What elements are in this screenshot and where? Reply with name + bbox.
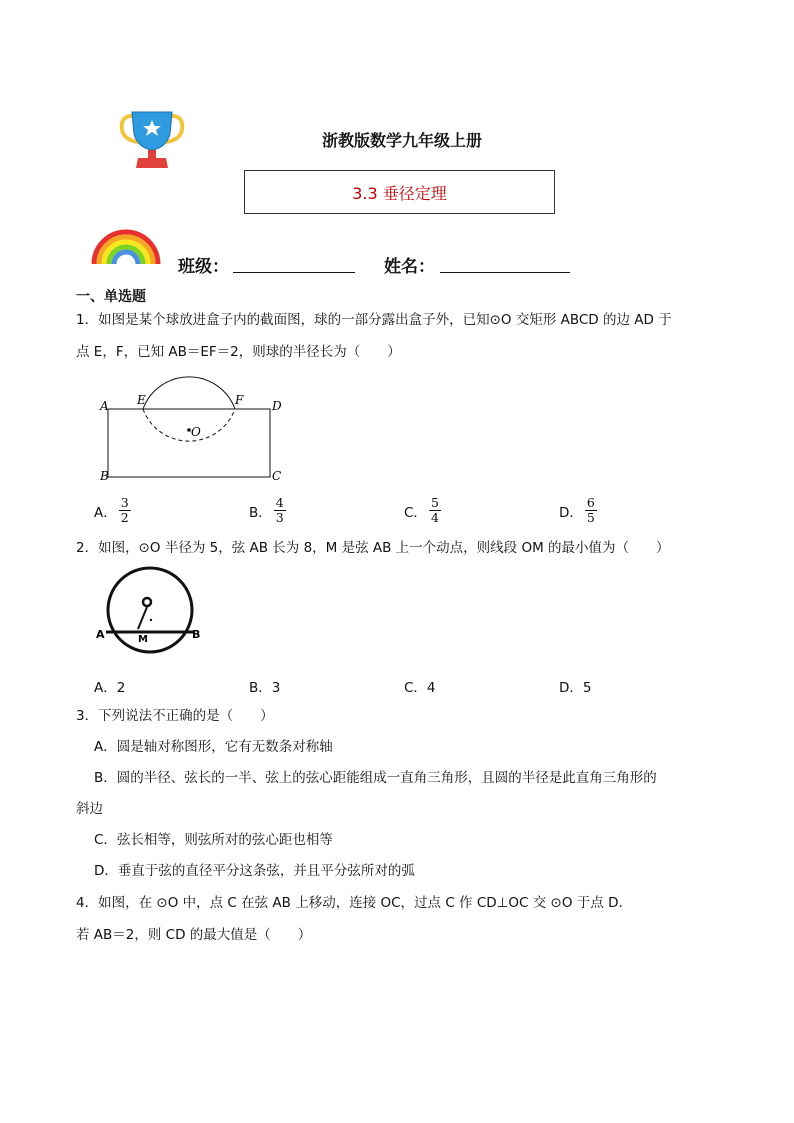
q2-option-b[interactable]: B．3: [249, 680, 281, 696]
label-d: D: [272, 399, 282, 413]
label-e: E: [137, 393, 146, 407]
name-blank[interactable]: [440, 272, 570, 273]
label-m: M: [138, 634, 148, 645]
question-1-line-2: 点 E，F，已知 AB＝EF＝2，则球的半径长为（ ）: [76, 344, 401, 360]
q1-option-b[interactable]: B． $\frac{4}{3}$: [249, 495, 284, 525]
question-3-line-1: 3．下列说法不正确的是（ ）: [76, 708, 274, 724]
question-1-figure: [92, 372, 292, 488]
lesson-title: 3.3 垂径定理: [352, 183, 447, 203]
label-f: F: [235, 393, 244, 407]
q3-option-c[interactable]: C．弦长相等，则弦所对的弦心距也相等: [94, 832, 333, 848]
q3-option-b-line-2: 斜边: [76, 801, 103, 817]
q1-option-c[interactable]: C． $\frac{5}{4}$: [404, 495, 439, 525]
question-2-line-1: 2．如图，⊙O 半径为 5，弦 AB 长为 8，M 是弦 AB 上一个动点，则线段 OM 的最小值为（ ）: [76, 540, 670, 556]
q3-option-d[interactable]: D．垂直于弦的直径平分这条弦，并且平分弦所对的弧: [94, 863, 415, 879]
q1-option-a[interactable]: A． $\frac{3}{2}$: [94, 495, 129, 525]
name-label: 姓名：: [384, 257, 435, 277]
question-2-figure: [94, 564, 206, 656]
class-label: 班级：: [178, 257, 229, 277]
label-a: A: [96, 628, 105, 641]
q2-option-c[interactable]: C．4: [404, 680, 436, 696]
q2-option-a[interactable]: A．2: [94, 680, 126, 696]
q3-option-a[interactable]: A．圆是轴对称图形，它有无数条对称轴: [94, 739, 333, 755]
label-c: C: [272, 469, 282, 483]
rainbow-icon: [90, 226, 162, 266]
question-4-line-2: 若 AB＝2，则 CD 的最大值是（ ）: [76, 927, 312, 943]
q3-option-b-line-1[interactable]: B．圆的半径、弦长的一半、弦上的弦心距能组成一直角三角形，且圆的半径是此直角三角形的: [94, 770, 657, 786]
class-blank[interactable]: [233, 272, 355, 273]
question-1-line-1: 1．如图是某个球放进盒子内的截面图，球的一部分露出盒子外，已知⊙O 交矩形 ABCD 的边 AD 于: [76, 312, 672, 328]
question-4-line-1: 4．如图，在 ⊙O 中，点 C 在弦 AB 上移动，连接 OC，过点 C 作 CD⊥OC 交 ⊙O 于点 D．: [76, 895, 632, 911]
label-b: B: [192, 628, 201, 641]
label-a: A: [100, 399, 109, 413]
q2-option-d[interactable]: D．5: [559, 680, 592, 696]
label-b: B: [100, 469, 109, 483]
document-title: 浙教版数学九年级上册: [321, 131, 482, 150]
label-o: O: [191, 425, 201, 439]
q1-option-d[interactable]: D． $\frac{6}{5}$: [559, 495, 595, 525]
lesson-title-box: [244, 170, 555, 214]
section-heading: 一、单选题: [76, 289, 146, 305]
